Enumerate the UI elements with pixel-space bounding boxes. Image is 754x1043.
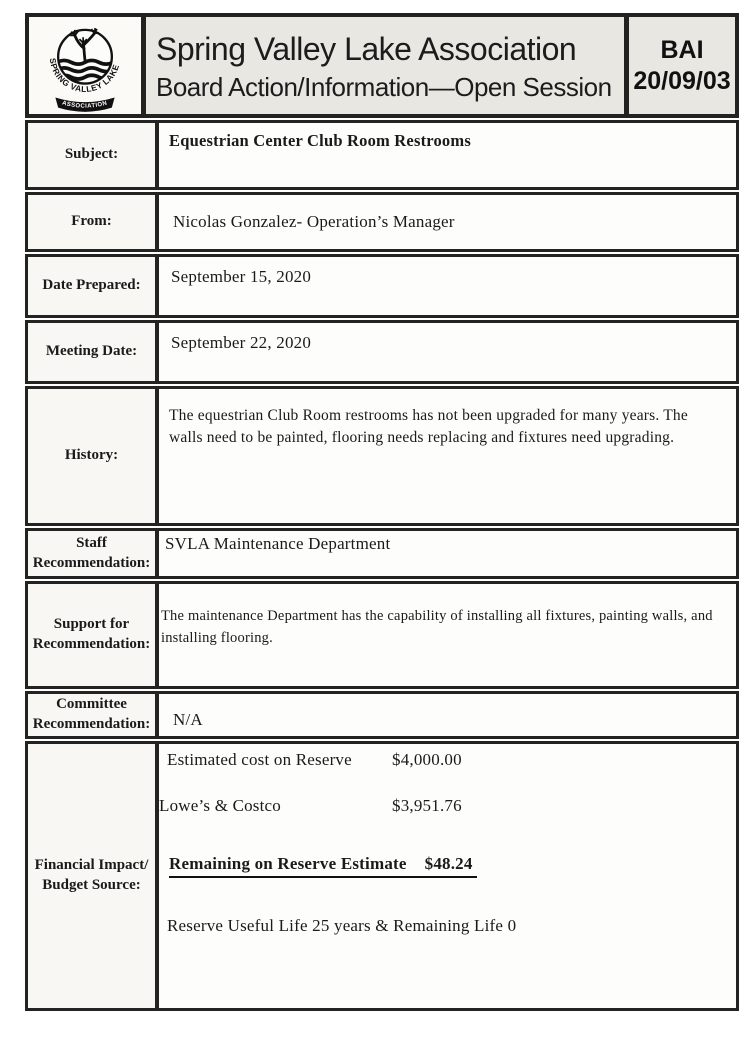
financial-remaining-label: Remaining on Reserve Estimate xyxy=(169,854,407,873)
bai-number-box xyxy=(629,17,735,114)
svla-logo xyxy=(29,17,141,114)
financial-remaining-line xyxy=(169,854,477,878)
board-action-form xyxy=(25,13,739,1011)
date-prepared-value: September 15, 2020 xyxy=(159,257,736,315)
history-label: History: xyxy=(28,389,155,523)
org-name: Spring Valley Lake Association xyxy=(156,31,577,67)
svg-text:SPRING VALLEY LAKE: SPRING VALLEY LAKE xyxy=(47,56,122,94)
staff-recommendation-label: Staff Recommendation: xyxy=(28,531,155,576)
financial-item: Estimated cost on Reserve xyxy=(167,750,352,769)
row-from xyxy=(25,192,739,252)
financial-line-estimated-cost xyxy=(167,750,736,772)
row-meeting-date xyxy=(25,320,739,384)
subject-label: Subject: xyxy=(28,123,155,187)
support-for-recommendation-value: The maintenance Department has the capability of installing all fixtures, painting walls, and installing flooring. xyxy=(159,584,736,686)
svla-logo-icon xyxy=(36,16,134,116)
from-value: Nicolas Gonzalez- Operation’s Manager xyxy=(159,195,736,249)
bai-number: 20/09/03 xyxy=(633,66,731,95)
financial-amount: $4,000.00 xyxy=(392,750,462,769)
doc-type: Board Action/Information—Open Session xyxy=(156,72,612,102)
row-subject xyxy=(25,120,739,190)
history-value: The equestrian Club Room restrooms has not been upgraded for many years. The walls need to be painted, flooring needs replacing and fixtures need upgrading. xyxy=(159,389,736,523)
row-financial-impact xyxy=(25,741,739,1011)
row-support-for-recommendation xyxy=(25,581,739,689)
financial-item: Lowe’s & Costco xyxy=(159,796,281,815)
meeting-date-value: September 22, 2020 xyxy=(159,323,736,381)
form-header xyxy=(25,13,739,118)
committee-recommendation-value: N/A xyxy=(159,694,736,736)
financial-amount: $3,951.76 xyxy=(392,796,462,815)
from-label: From: xyxy=(28,195,155,249)
date-prepared-label: Date Prepared: xyxy=(28,257,155,315)
bai-label: BAI xyxy=(660,36,704,64)
svg-text:ASSOCIATION: ASSOCIATION xyxy=(61,99,109,110)
row-staff-recommendation xyxy=(25,528,739,579)
financial-impact-label: Financial Impact/ Budget Source: xyxy=(28,744,155,1008)
row-date-prepared xyxy=(25,254,739,318)
subject-value: Equestrian Center Club Room Restrooms xyxy=(159,123,736,187)
meeting-date-label: Meeting Date: xyxy=(28,323,155,381)
financial-line-vendor xyxy=(159,796,736,818)
financial-impact-value xyxy=(159,744,736,1008)
financial-reserve-note: Reserve Useful Life 25 years & Remaining Life 0 xyxy=(167,916,517,935)
financial-remaining-amount: $48.24 xyxy=(424,854,473,873)
header-titles xyxy=(146,17,624,114)
row-committee-recommendation xyxy=(25,691,739,739)
support-for-recommendation-label: Support for Recommendation: xyxy=(28,584,155,686)
committee-recommendation-label: Committee Recommendation: xyxy=(28,694,155,736)
staff-recommendation-value: SVLA Maintenance Department xyxy=(159,531,736,576)
row-history xyxy=(25,386,739,526)
